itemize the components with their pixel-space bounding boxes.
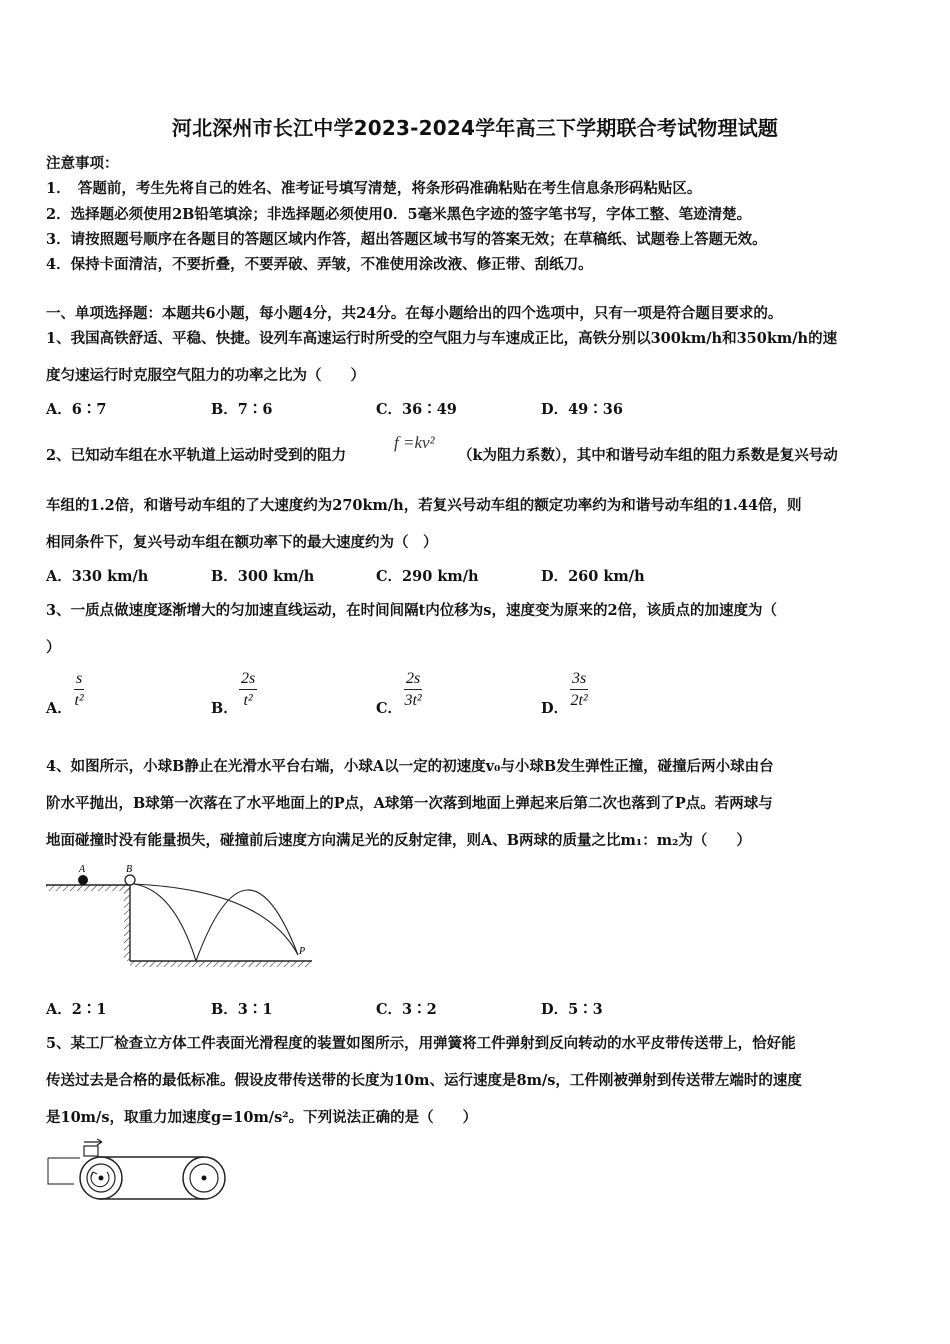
launcher-frame <box>48 1158 80 1184</box>
q4-figure-diagram <box>44 860 324 972</box>
q3-line2: ） <box>46 639 61 656</box>
q3-option-b-fraction <box>239 670 257 710</box>
q3-option-d-numerator: 3s <box>572 670 587 687</box>
right-pulley-axle <box>202 1176 207 1181</box>
q3-option-a-numerator: s <box>76 670 83 687</box>
q3-option-a-denominator: t² <box>74 689 84 710</box>
q1-option-d: D．49∶36 <box>541 401 623 418</box>
label-p: P <box>299 946 306 957</box>
trajectory-a-first <box>134 884 196 961</box>
q4-line3: 地面碰撞时没有能量损失，碰撞前后速度方向满足光的反射定律，则A、B两球的质量之比m₁：m₂为（ ） <box>46 832 751 849</box>
q3-option-b-numerator: 2s <box>241 670 256 687</box>
section-heading: 一、单项选择题：本题共6小题，每小题4分，共24分。在每小题给出的四个选项中，只有一项是符合题目要求的。 <box>46 305 783 322</box>
notice-heading: 注意事项： <box>46 155 119 172</box>
q2-line1-b: （k为阻力系数），其中和谐号动车组的阻力系数是复兴号动 <box>458 447 838 464</box>
notice-item-4: 4．保持卡面清洁，不要折叠，不要弄破、弄皱，不准使用涂改液、修正带、刮纸刀。 <box>46 256 593 273</box>
left-pulley-axle <box>99 1176 104 1181</box>
q3-option-c-label: C． <box>376 700 403 717</box>
q2-line2: 车组的1.2倍，和谐号动车组的了大速度约为270km/h，若复兴号动车组的额定功率约为和谐号动车组的1.44倍，则 <box>46 497 802 514</box>
q2-option-d: D．260 km/h <box>541 568 645 585</box>
q3-option-a-fraction <box>74 670 84 710</box>
q2-option-b: B．300 km/h <box>211 568 315 585</box>
page-title: 河北深州市长江中学2023-2024学年高三下学期联合考试物理试题 <box>171 116 779 140</box>
q4-option-c: C．3∶2 <box>376 1001 437 1018</box>
q1-line1: 1、我国高铁舒适、平稳、快捷。设列车高速运行时所受的空气阻力与车速成正比，高铁分别以300km/h和350km/h的速 <box>46 330 838 347</box>
q3-option-c-fraction <box>404 670 422 710</box>
q1-line2: 度匀速运行时克服空气阻力的功率之比为（ ） <box>46 367 365 384</box>
q3-option-c-numerator: 2s <box>406 670 421 687</box>
q2-line1-a: 2、已知动车组在水平轨道上运动时受到的阻力 <box>46 447 347 464</box>
q3-option-a-label: A． <box>46 700 72 717</box>
q1-option-c: C．36∶49 <box>376 401 457 418</box>
q4-option-b: B．3∶1 <box>211 1001 273 1018</box>
wall-hatching <box>124 885 130 961</box>
q3-option-c-denominator: 3t² <box>404 689 422 710</box>
q3-line1: 3、一质点做速度逐渐增大的匀加速直线运动，在时间间隔t内位移为s，速度变为原来的2倍，该质点的加速度为（ <box>46 602 778 619</box>
ball-a <box>78 875 88 885</box>
notice-item-2: 2．选择题必须使用2B铅笔填涂；非选择题必须使用0．5毫米黑色字迹的签字笔书写，字体工整、笔迹清楚。 <box>46 206 752 223</box>
notice-item-1: 1． 答题前，考生先将自己的姓名、准考证号填写清楚，将条形码准确粘贴在考生信息条形码粘贴区。 <box>46 180 702 197</box>
q1-option-b: B．7∶6 <box>211 401 273 418</box>
q2-line3: 相同条件下，复兴号动车组在额功率下的最大速度约为（ ） <box>46 534 438 551</box>
q4-line1: 4、如图所示，小球B静止在光滑水平台右端，小球A以一定的初速度v₀与小球B发生弹性正撞，碰撞后两小球由台 <box>46 758 774 775</box>
q3-option-d-denominator: 2t² <box>570 689 588 710</box>
q2-formula: f =kv² <box>394 433 435 452</box>
label-a: A <box>79 864 86 875</box>
q3-option-b-denominator: t² <box>239 689 257 710</box>
q5-line1: 5、某工厂检查立方体工件表面光滑程度的装置如图所示，用弹簧将工件弹射到反向转动的水平皮带传送带上，恰好能 <box>46 1035 796 1052</box>
q2-option-c: C．290 km/h <box>376 568 479 585</box>
q3-option-b-label: B． <box>211 700 238 717</box>
label-b: B <box>126 864 133 875</box>
notice-item-3: 3．请按照题号顺序在各题目的答题区域内作答，超出答题区域书写的答案无效；在草稿纸、试题卷上答题无效。 <box>46 231 767 248</box>
q4-line2: 阶水平抛出，B球第一次落在了水平地面上的P点，A球第一次落到地面上弹起来后第二次也落到了P点。若两球与 <box>46 795 773 812</box>
trajectory-a-bounce <box>196 890 298 961</box>
q5-line3: 是10m/s，取重力加速度g=10m/s²。下列说法正确的是（ ） <box>46 1109 478 1126</box>
q4-option-a: A．2∶1 <box>46 1001 107 1018</box>
q2-option-a: A．330 km/h <box>46 568 149 585</box>
q1-option-a: A．6∶7 <box>46 401 107 418</box>
q5-conveyor-figure <box>44 1136 234 1212</box>
q3-option-d-fraction <box>570 670 588 710</box>
platform-hatching <box>46 885 130 891</box>
q5-line2: 传送过去是合格的最低标准。假设皮带传送带的长度为10m、运行速度是8m/s，工件刚被弹射到传送带左端时的速度 <box>46 1072 802 1089</box>
workpiece <box>84 1146 98 1156</box>
q3-option-d-label: D． <box>541 700 569 717</box>
ground-hatching <box>130 961 312 967</box>
q4-option-d: D．5∶3 <box>541 1001 603 1018</box>
ball-b <box>125 875 135 885</box>
